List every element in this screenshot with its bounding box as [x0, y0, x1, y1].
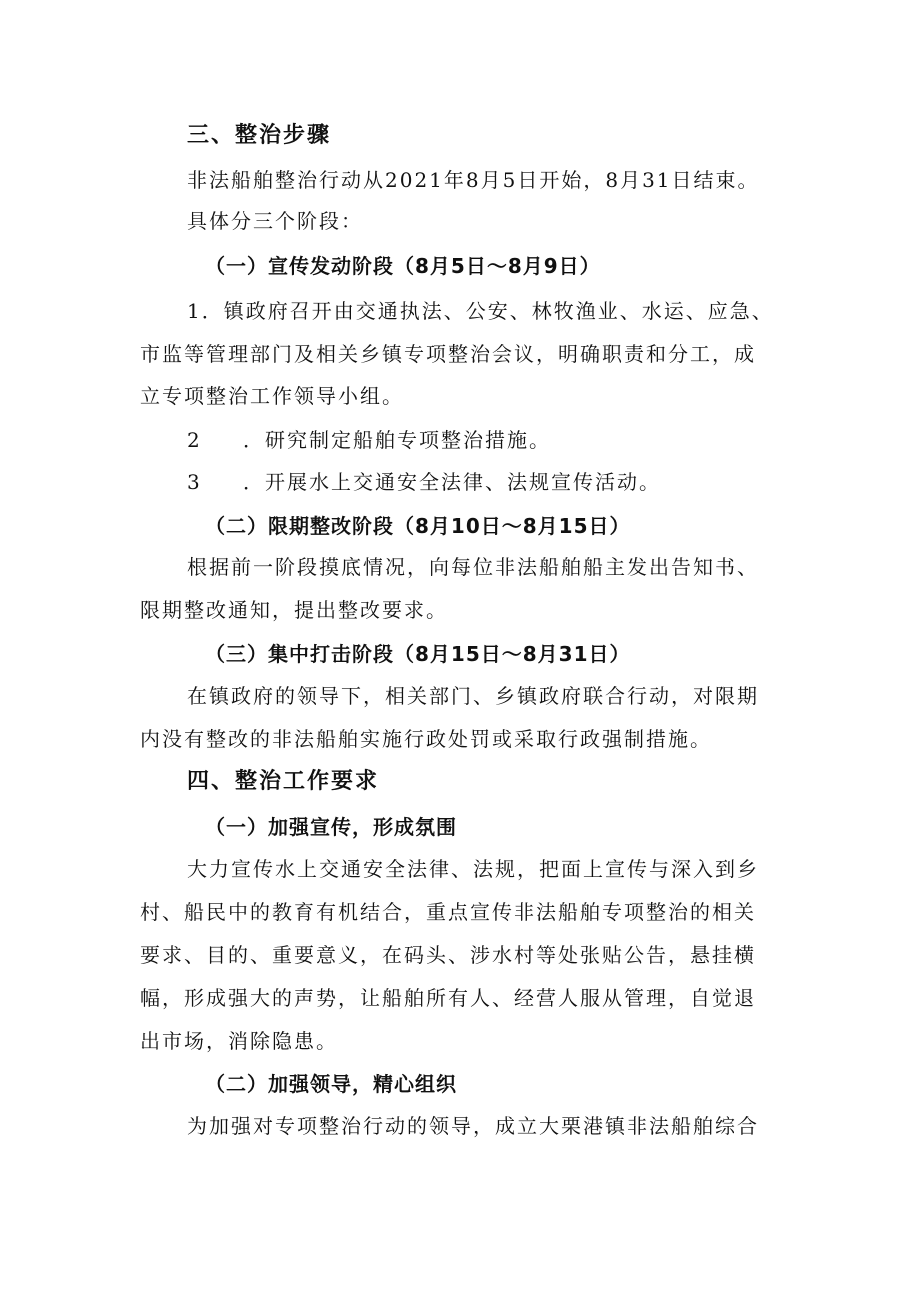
section-3-intro-line-2: 具体分三个阶段： — [187, 209, 363, 233]
requirement-2-line-1: 为加强对专项整治行动的领导，成立大栗港镇非法船舶综合 — [187, 1114, 759, 1138]
requirement-1-line-3: 要求、目的、重要意义，在码头、涉水村等处张贴公告，悬挂横 — [140, 943, 756, 967]
phase-1-item-1-line-1: 1．镇政府召开由交通执法、公安、林牧渔业、水运、应急、 — [187, 299, 774, 323]
requirement-2-heading: （二）加强领导，精心组织 — [205, 1072, 457, 1096]
phase-3-heading: （三）集中打击阶段（8月15日～8月31日） — [205, 642, 631, 666]
section-3-heading: 三、整治步骤 — [187, 123, 332, 148]
phase-1-item-1-line-3: 立专项整治工作领导小组。 — [140, 384, 404, 408]
phase-3-line-1: 在镇政府的领导下，相关部门、乡镇政府联合行动，对限期 — [187, 684, 759, 708]
requirement-1-line-1: 大力宣传水上交通安全法律、法规，把面上宣传与深入到乡 — [187, 857, 759, 881]
section-4-heading: 四、整治工作要求 — [187, 769, 380, 794]
item-number: 3 — [187, 470, 202, 494]
phase-1-heading: （一）宣传发动阶段（8月5日～8月9日） — [205, 254, 601, 278]
item-text: ．开展水上交通安全法律、法规宣传活动。 — [243, 470, 661, 494]
phase-3-line-2: 内没有整改的非法船舶实施行政处罚或采取行政强制措施。 — [140, 727, 712, 751]
phase-1-item-1-line-2: 市监等管理部门及相关乡镇专项整治会议，明确职责和分工，成 — [140, 342, 756, 366]
requirement-1-line-4: 幅，形成强大的声势，让船舶所有人、经营人服从管理，自觉退 — [140, 986, 756, 1010]
item-number: 2 — [187, 428, 202, 452]
requirement-1-heading: （一）加强宣传，形成氛围 — [205, 815, 457, 839]
section-3-intro-line-1: 非法船舶整治行动从2021年8月5日开始，8月31日结束。 — [187, 168, 760, 192]
requirement-1-line-2: 村、船民中的教育有机结合，重点宣传非法船舶专项整治的相关 — [140, 900, 756, 924]
phase-2-line-1: 根据前一阶段摸底情况，向每位非法船舶船主发出告知书、 — [187, 555, 759, 579]
phase-2-heading: （二）限期整改阶段（8月10日～8月15日） — [205, 514, 631, 538]
phase-2-line-2: 限期整改通知，提出整改要求。 — [140, 598, 448, 622]
phase-1-item-2 — [187, 426, 551, 454]
item-text: ．研究制定船舶专项整治措施。 — [243, 428, 551, 452]
requirement-1-line-5: 出市场，消除隐患。 — [140, 1029, 338, 1053]
phase-1-item-3 — [187, 468, 661, 496]
